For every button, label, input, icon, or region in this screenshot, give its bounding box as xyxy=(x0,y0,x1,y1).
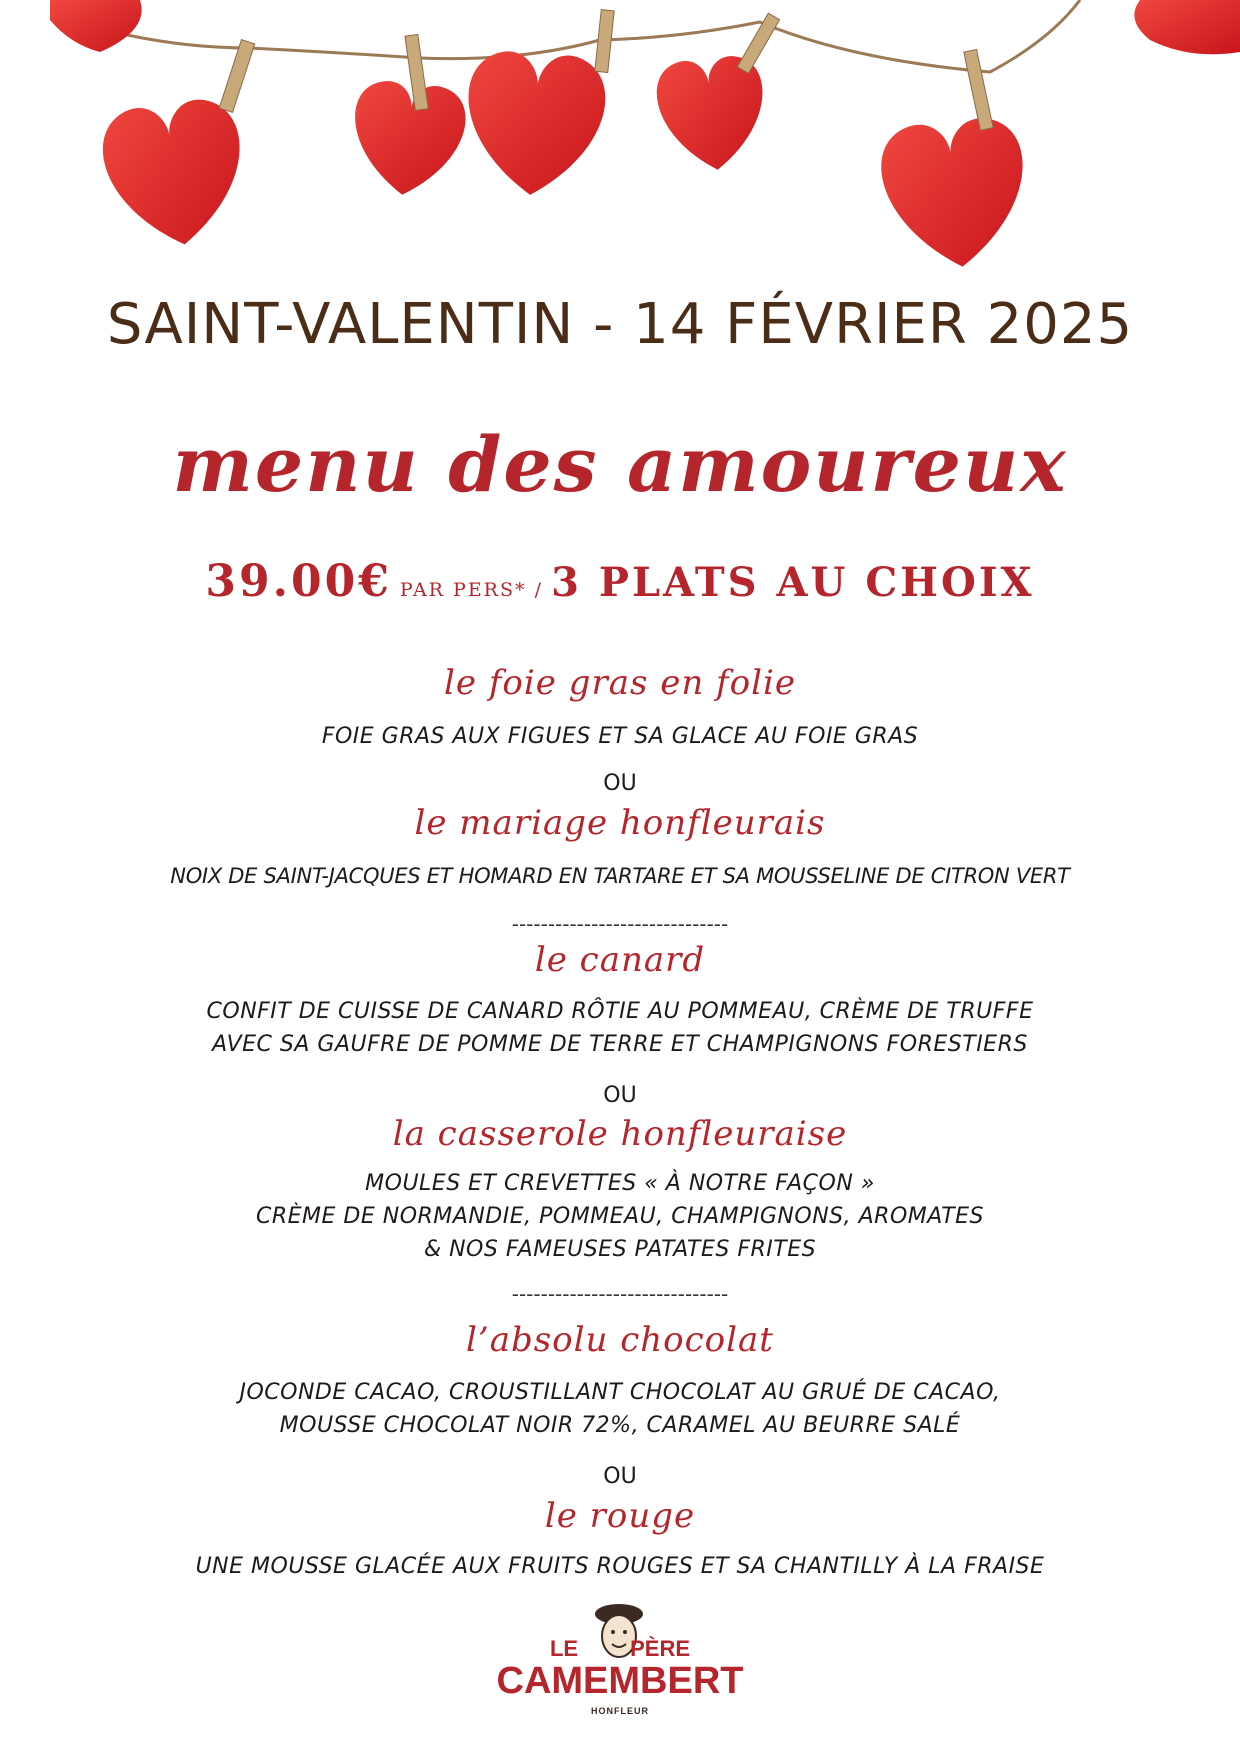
dish-description: CONFIT DE CUISSE DE CANARD RÔTIE AU POMMEAU, CRÈME DE TRUFFE xyxy=(206,999,1034,1024)
price-slash: / xyxy=(534,579,544,601)
section-separator: ------------------------------ xyxy=(511,912,729,936)
heart-icon xyxy=(654,53,771,175)
dish-title: le canard xyxy=(534,940,706,980)
dish-title: le rouge xyxy=(544,1496,696,1536)
logo-pere: PÈRE xyxy=(630,1636,691,1661)
menu-subtitle: menu des amoureux xyxy=(172,420,1068,509)
section-separator: ------------------------------ xyxy=(511,1282,729,1306)
dish-title: la casserole honfleuraise xyxy=(392,1114,848,1154)
or-label: OU xyxy=(603,1083,637,1108)
heart-icon xyxy=(347,78,469,201)
logo-text-le-pere xyxy=(0,1636,1240,1662)
dish-description: MOULES ET CREVETTES « À NOTRE FAÇON » xyxy=(365,1171,875,1196)
logo-le: LE xyxy=(549,1636,579,1661)
hearts-garland-illustration xyxy=(0,0,1240,290)
dish-description: UNE MOUSSE GLACÉE AUX FRUITS ROUGES ET SA CHANTILLY À LA FRAISE xyxy=(195,1554,1045,1579)
page-title: SAINT-VALENTIN - 14 FÉVRIER 2025 xyxy=(106,292,1134,357)
logo-camembert: CAMEMBERT xyxy=(496,1660,744,1702)
dish-description: JOCONDE CACAO, CROUSTILLANT CHOCOLAT AU GRUÉ DE CACAO, xyxy=(239,1380,1001,1405)
heart-icon xyxy=(97,95,252,254)
or-label: OU xyxy=(603,1464,637,1489)
price-line xyxy=(0,556,1240,607)
dish-description: CRÈME DE NORMANDIE, POMMEAU, CHAMPIGNONS, AROMATES xyxy=(255,1204,984,1229)
clothespin-icon xyxy=(219,10,993,131)
dish-description: & NOS FAMEUSES PATATES FRITES xyxy=(423,1237,817,1262)
choice-label: 3 PLATS AU CHOIX xyxy=(551,559,1035,606)
heart-icon xyxy=(462,49,608,200)
price-note: PAR PERS* xyxy=(399,579,527,601)
dish-title: le mariage honfleurais xyxy=(414,803,826,843)
dish-description: NOIX DE SAINT-JACQUES ET HOMARD EN TARTARE ET SA MOUSSELINE DE CITRON VERT xyxy=(170,864,1070,888)
or-label: OU xyxy=(603,771,637,796)
heart-icon xyxy=(877,114,1033,274)
heart-icon xyxy=(1134,0,1240,54)
dish-title: le foie gras en folie xyxy=(444,663,796,703)
dish-description: MOUSSE CHOCOLAT NOIR 72%, CARAMEL AU BEURRE SALÉ xyxy=(279,1413,961,1438)
dish-description: FOIE GRAS AUX FIGUES ET SA GLACE AU FOIE GRAS xyxy=(321,724,919,749)
dish-title: l’absolu chocolat xyxy=(466,1320,774,1360)
dish-description: AVEC SA GAUFRE DE POMME DE TERRE ET CHAMPIGNONS FORESTIERS xyxy=(212,1032,1028,1057)
price: 39.00€ xyxy=(205,556,392,607)
heart-icon xyxy=(50,0,142,52)
logo-honfleur: HONFLEUR xyxy=(591,1706,649,1716)
